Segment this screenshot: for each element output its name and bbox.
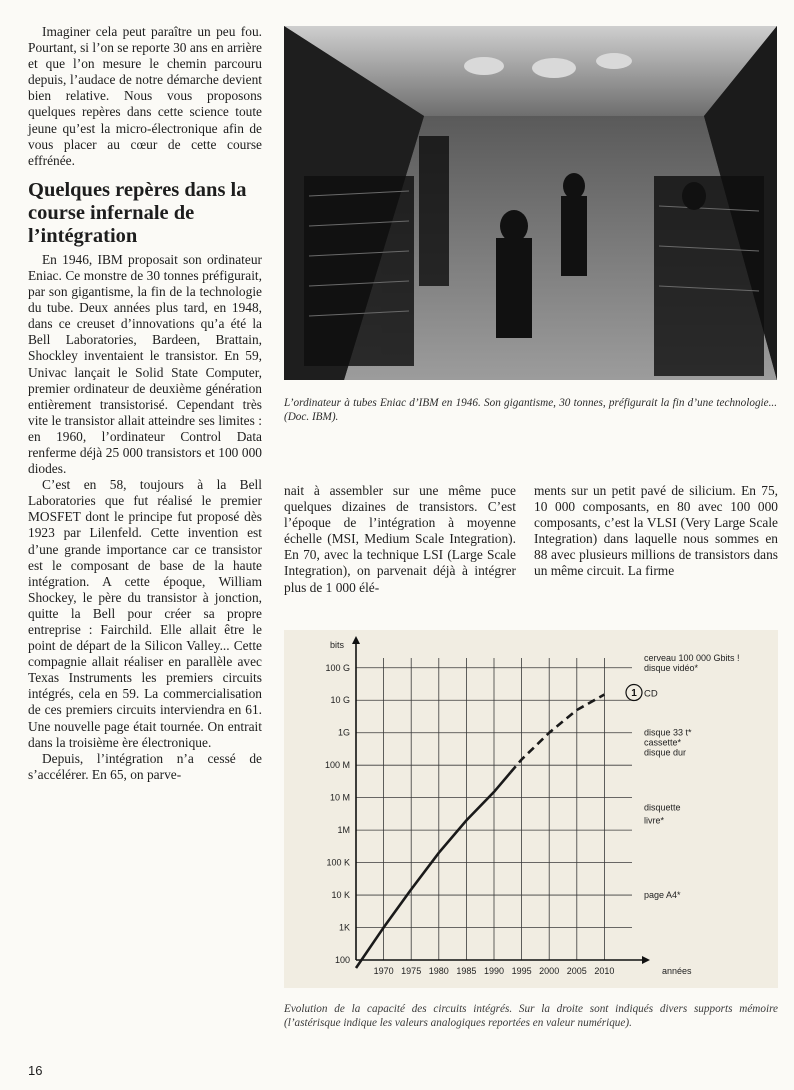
annotation-label: disque 33 t* — [644, 727, 692, 738]
body-paragraph-2: C’est en 58, toujours à la Bell Laboratories que fut réalisé le premier MOSFET dont le principe fut proposé dès 1923 par Lilenfeld. Cette invention est d’une grande importance car ce transistor est le composant de base de la haute intégration. A cette époque, William Shockey, le père du transistor à jonction, quitte la Bell pour créer sa propre entreprise : Fairchild. Elle allait être le point de départ de la Silicon Valley... Cette compagnie allait réaliser en parallèle avec Texas Instruments les premiers circuits intégrés, cela en 59. La commercialisation de ces premiers circuits interviendra en 61. Une nouvelle page était tournée. On entrait dans la troisième ère électronique. — [28, 477, 262, 750]
x-tick-label: 1980 — [428, 966, 449, 976]
page-number: 16 — [28, 1063, 43, 1078]
body-paragraph-1: En 1946, IBM proposait son ordinateur Eniac. Ce monstre de 30 tonnes préfigurait, par son gigantisme, la fin de la technologie du tube. Deux années plus tard, en 1948, dans ce creuset d’innovations qu’a été la Bell Laboratories, Bardeen, Brattain, Shockley inventaient le transistor. En 59, Univac lançait le Solid State Computer, premier ordinateur de deuxième génération entièrement transistorisé. Cependant très vite le transistor allait atteindre ses limites : en 1960, l’ordinateur Control Data renferme déjà 25 000 transistors et 100 000 diodes. — [28, 251, 262, 477]
annotation-label: disquette — [644, 802, 681, 813]
y-tick-label: 1M — [337, 825, 350, 836]
left-column — [28, 24, 262, 783]
eniac-photo-illustration — [284, 26, 777, 380]
x-axis-label: années — [662, 966, 692, 976]
x-tick-label: 1995 — [511, 966, 532, 976]
x-tick-label: 1975 — [401, 966, 422, 976]
annotation-label: cerveau 100 000 Gbits ! — [644, 653, 740, 663]
x-tick-label: 1990 — [483, 966, 505, 976]
photo-caption: L’ordinateur à tubes Eniac d’IBM en 1946. Son gigantisme, 30 tonnes, préfigurait la fin d’une technologie... (Doc. IBM). — [284, 397, 777, 423]
x-axis-arrow — [642, 956, 650, 964]
capacity-chart-svg — [284, 630, 778, 988]
right-column-text: ments sur un petit pavé de silicium. En 75, 10 000 composants, en 80 avec 100 000 composants, c’est la VLSI (Very Large Scale Integration) dans laquelle nous sommes en 88 avec plusieurs millions de transistors dans un même circuit. La firme — [534, 483, 778, 579]
annotation-label: disque dur — [644, 747, 687, 758]
x-tick-label: 2000 — [539, 966, 560, 976]
y-tick-label: 10 M — [329, 792, 350, 803]
annotation-label: CD — [644, 688, 658, 700]
section-heading: Quelques repères dans la course infernale de l’intégration — [28, 178, 247, 247]
x-tick-label: 2005 — [566, 966, 587, 976]
dashed-series-line — [511, 695, 605, 773]
y-tick-label: 100 G — [325, 662, 350, 673]
middle-column — [284, 483, 516, 596]
solid-series-line — [356, 772, 511, 968]
right-column — [534, 483, 778, 580]
x-tick-label: 2010 — [594, 966, 615, 976]
annotation-label: disque vidéo* — [644, 662, 699, 673]
intro-paragraph: Imaginer cela peut paraître un peu fou. Pourtant, si l’on se reporte 30 ans en arrière et que l’on mesure le chemin parcouru depuis, l’audace de notre démarche devient bien relative. Nous vous proposons quelques repères dans cette science toute jeune qu’est la micro-électronique afin de vous placer au cœur de cette course effrénée. — [28, 24, 262, 168]
x-tick-label: 1970 — [373, 966, 394, 976]
annotation-label: livre* — [644, 815, 665, 826]
y-tick-label: 100 — [334, 955, 350, 965]
y-tick-label: 10 K — [331, 890, 350, 901]
y-tick-label: 1K — [338, 922, 350, 933]
cd-marker-number: 1 — [631, 688, 637, 700]
y-tick-label: 100 M — [324, 760, 350, 771]
middle-column-text: nait à assembler sur une même puce quelques dizaines de transistors. C’est l’époque de l’intégration à moyenne échelle (MSI, Medium Scale Integration). En 70, avec la technique LSI (Large Scale Integration), on parvenait déjà à intégrer plus de 1 000 élé- — [284, 483, 516, 595]
body-paragraph-3: Depuis, l’intégration n’a cessé de s’accélérer. En 65, on parve- — [28, 750, 262, 782]
y-tick-label: 10 G — [330, 695, 350, 706]
chart-caption: Evolution de la capacité des circuits intégrés. Sur la droite sont indiqués divers supports mémoire (l’astérisque indique les valeurs analogiques reportées en valeur numérique). — [284, 1003, 778, 1029]
annotation-label: cassette* — [644, 737, 682, 748]
x-tick-label: 1985 — [456, 966, 477, 976]
annotation-label: page A4* — [644, 890, 681, 901]
y-axis-arrow — [352, 636, 360, 644]
eniac-photo — [284, 26, 777, 380]
y-tick-label: 100 K — [326, 857, 350, 868]
y-tick-label: 1G — [337, 727, 350, 738]
y-axis-label: bits — [330, 640, 345, 650]
capacity-chart — [284, 630, 778, 988]
